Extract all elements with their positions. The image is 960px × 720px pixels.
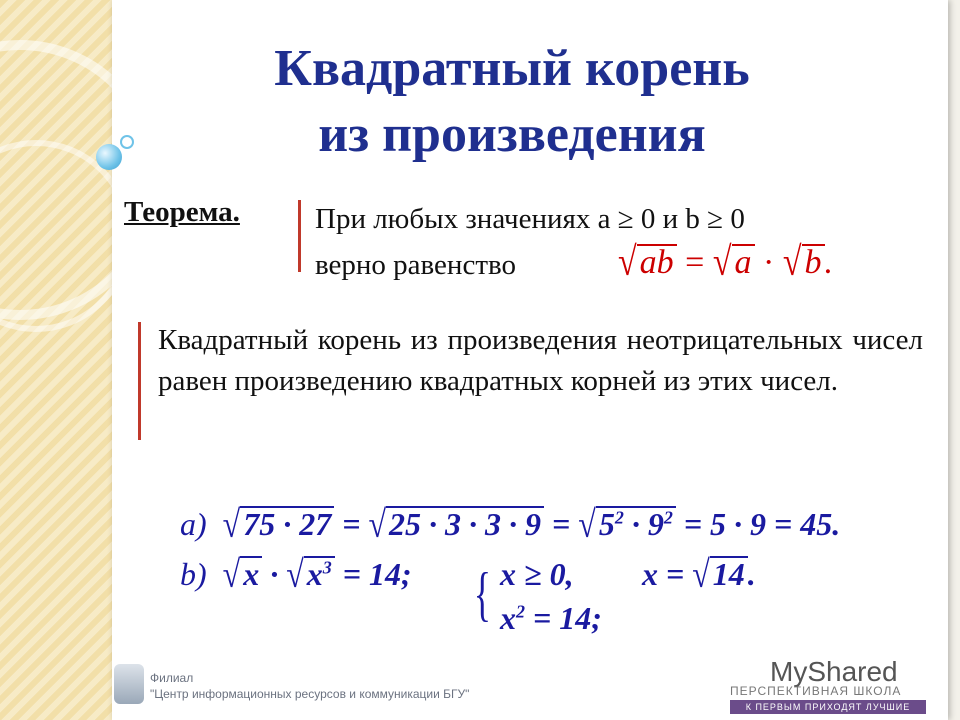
formula-dot: · bbox=[763, 244, 775, 281]
example-a-rad2: 25 · 3 · 3 · 9 bbox=[386, 506, 544, 540]
formula-eq: = bbox=[685, 244, 705, 281]
title-line-2: из произведения bbox=[318, 106, 706, 163]
answer-rad: 14 bbox=[710, 556, 748, 590]
footer-line-2: "Центр информационных ресурсов и коммуникации БГУ" bbox=[150, 687, 470, 701]
footer-line-1: Филиал bbox=[150, 671, 194, 685]
theorem-label: Теорема. bbox=[124, 196, 240, 228]
example-b-dot: · bbox=[270, 556, 279, 592]
bgu-logo-icon bbox=[114, 664, 144, 704]
example-a-rad3: $5^2 \cdot 9^2$ bbox=[596, 506, 676, 540]
slide-title bbox=[112, 36, 912, 168]
example-b-label: b) bbox=[180, 556, 207, 592]
school-caption: ПЕРСПЕКТИВНАЯ ШКОЛА bbox=[730, 684, 902, 698]
example-b: b) $√x \cdot √x^3 = 14$; bbox=[180, 552, 412, 596]
example-b-rad1: x bbox=[240, 556, 262, 590]
example-a-rad1: 75 · 27 bbox=[240, 506, 334, 540]
formula-r1: a bbox=[732, 244, 755, 280]
myshared-logo: MyShared bbox=[770, 656, 898, 687]
theorem-accent-bar bbox=[298, 200, 301, 272]
example-b-answer: x = √14. bbox=[642, 552, 756, 596]
example-a-eq1: = bbox=[342, 506, 361, 542]
theorem-line-1: При любых значениях a ≥ 0 и b ≥ 0 bbox=[315, 203, 745, 235]
example-b-rad2: $x^3$ bbox=[304, 556, 335, 590]
system-line-2: $x^2 = 14$; bbox=[500, 600, 602, 636]
example-a: a) $√75 \cdot 27 = √25 \cdot 3 \cdot 3 \cdot 9 = √5^2 \cdot 9^2 = 5 \cdot 9 = 45$. bbox=[180, 502, 841, 546]
system-line-1: x ≥ 0, bbox=[500, 556, 574, 592]
system-brace: { bbox=[473, 561, 492, 627]
answer-lhs: x = bbox=[642, 556, 685, 592]
example-b-eq: = 14; bbox=[342, 556, 412, 592]
formula-end: . bbox=[824, 244, 834, 281]
title-line-1: Квадратный корень bbox=[274, 40, 750, 97]
formula-lhs: ab bbox=[637, 244, 677, 280]
statement-accent-bar bbox=[138, 322, 141, 440]
answer-end: . bbox=[747, 556, 756, 592]
school-slogan: К ПЕРВЫМ ПРИХОДЯТ ЛУЧШИЕ bbox=[730, 700, 926, 714]
example-a-result: = 5 · 9 = 45. bbox=[683, 506, 841, 542]
statement-paragraph: Квадратный корень из произведения неотрицательных чисел равен произведению квадратных корней из этих чисел. bbox=[158, 324, 923, 397]
example-a-eq2: = bbox=[552, 506, 571, 542]
footer-caption bbox=[150, 670, 469, 702]
example-a-label: a) bbox=[180, 506, 207, 542]
formula-r2: b bbox=[802, 244, 825, 280]
theorem-line-2: верно равенство bbox=[315, 249, 516, 281]
theorem-formula: √ab = √a · √b. bbox=[618, 240, 834, 285]
